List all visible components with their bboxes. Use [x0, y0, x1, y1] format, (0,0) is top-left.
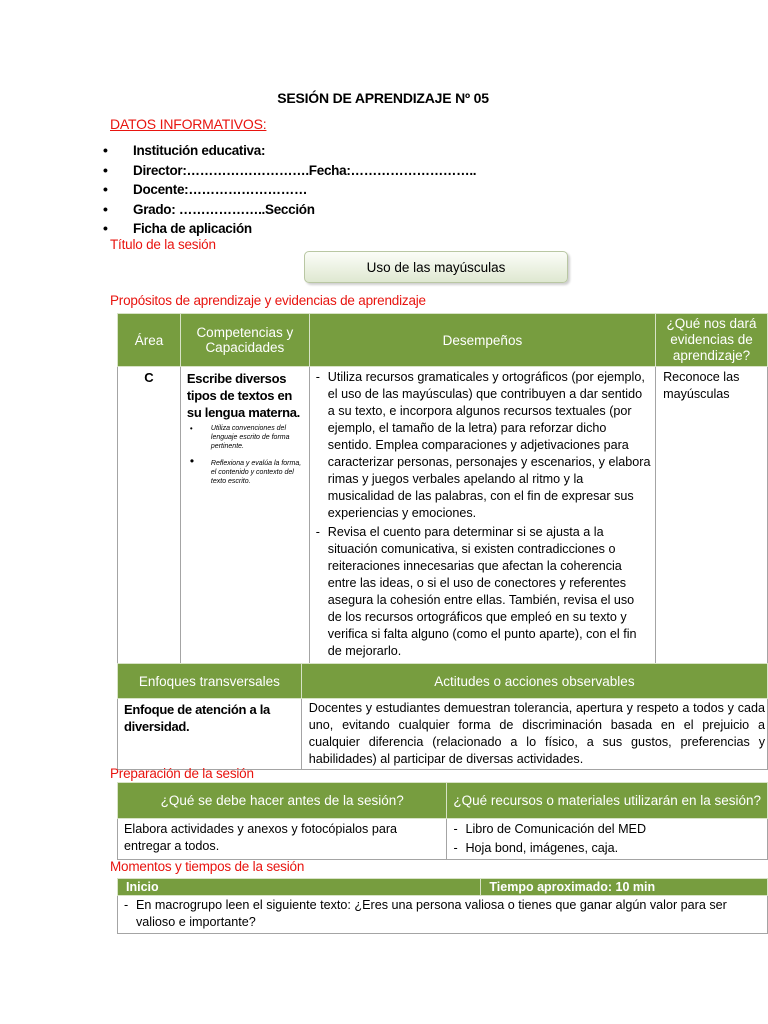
capacity-item: • Reflexiona y evalúa la forma, el contenido y contexto del texto escrito.	[187, 459, 305, 486]
moment-item: - En macrogrupo leen el siguiente texto: ¿Eres una persona valiosa o tienes que ganar algún valor para ser valioso e importante?	[120, 897, 727, 931]
before-value: Elabora actividades y anexos y fotocópialos para entregar a todos.	[124, 822, 398, 853]
capacity-item: • Utiliza convenciones del lenguaje escrito de forma pertinente.	[187, 424, 305, 451]
header-before: ¿Qué se debe hacer antes de la sesión?	[118, 783, 447, 819]
moments-table	[117, 878, 768, 934]
resource-item: - Libro de Comunicación del MED	[449, 821, 763, 838]
approach-cell	[118, 699, 302, 770]
approaches-table	[117, 663, 768, 770]
table-header-row	[118, 879, 768, 896]
info-list	[103, 143, 476, 241]
actions-value: Docentes y estudiantes demuestran tolerancia, apertura y respeto a todos y cada uno, evitando cualquier forma de discriminación basada en el prejuicio a cualquier diferencia (relacionado a lo físico, a sus gustos, preferencias y habilidades) al participar de diversas actividades.	[308, 701, 765, 766]
header-competences: Competencias y Capacidades	[180, 314, 309, 367]
area-cell	[118, 367, 181, 664]
session-title-box	[304, 251, 568, 283]
session-title-text: Uso de las mayúsculas	[366, 259, 506, 275]
moments-heading: Momentos y tiempos de la sesión	[110, 859, 305, 874]
header-evidence: ¿Qué nos dará evidencias de aprendizaje?	[656, 314, 768, 367]
table-row	[118, 367, 768, 664]
table-row	[118, 819, 768, 860]
info-item-teacher: • Docente:………………………	[103, 182, 476, 202]
header-resources: ¿Qué recursos o materiales utilizarán en la sesión?	[447, 783, 768, 819]
competence-title: Escribe diversos tipos de textos en su lengua materna.	[186, 371, 300, 420]
performances-list	[312, 369, 651, 660]
performances-cell	[309, 367, 655, 664]
table-header-row	[118, 783, 768, 819]
info-item-grade-section: • Grado: ………………..Sección	[103, 202, 476, 222]
area-value: C	[144, 370, 154, 385]
resources-list	[449, 821, 763, 857]
performance-item: - Utiliza recursos gramaticales y ortográficos (por ejemplo, el uso de las mayúsculas) que contribuyen a dar sentido a su texto, e incorpora algunos recursos textuales (por ejemplo, el tamaño de la letra) para reforzar dicho sentido. Emplea comparaciones y adjetivaciones para caracterizar personas, personajes y escenarios, y elabora rimas y juegos verbales apelando al ritmo y la musicalidad de las palabras, con el fin de expresar sus experiencias y emociones.	[312, 369, 651, 522]
table-row	[118, 699, 768, 770]
evidence-cell	[656, 367, 768, 664]
actions-cell	[301, 699, 767, 770]
header-actions: Actitudes o acciones observables	[301, 664, 767, 699]
info-item-director-date: • Director:……………………….Fecha:………………………..	[103, 163, 476, 183]
table-header-row	[118, 314, 768, 367]
resources-cell	[447, 819, 768, 860]
moments-cell	[118, 896, 768, 934]
header-area: Área	[118, 314, 181, 367]
header-approaches: Enfoques transversales	[118, 664, 302, 699]
evidence-value: Reconoce las mayúsculas	[663, 370, 740, 401]
table-row	[118, 896, 768, 934]
document-title: SESIÓN DE APRENDIZAJE Nº 05	[277, 90, 489, 106]
moments-list	[120, 897, 727, 931]
table-header-row	[118, 664, 768, 699]
datos-informativos-heading: DATOS INFORMATIVOS:	[110, 116, 267, 132]
preparation-heading: Preparación de la sesión	[110, 766, 254, 781]
resource-item: - Hoja bond, imágenes, caja.	[449, 840, 763, 857]
purposes-table	[117, 313, 768, 664]
header-performances: Desempeños	[309, 314, 655, 367]
performance-item: - Revisa el cuento para determinar si se ajusta a la situación comunicativa, si existen contradicciones o reiteraciones innecesarias que afectan la coherencia entre las ideas, o si el uso de conectores y referentes asegura la cohesión entre ellas. También, revisa el uso de los recursos ortográficos que empleó en su texto y verifica si falta alguno (como el punto aparte), con el fin de mejorarlo.	[312, 524, 651, 660]
competence-cell	[180, 367, 309, 664]
header-time: Tiempo aproximado: 10 min	[481, 879, 768, 896]
session-title-label: Título de la sesión	[110, 237, 216, 252]
purposes-heading: Propósitos de aprendizaje y evidencias de aprendizaje	[110, 293, 426, 308]
preparation-table	[117, 782, 768, 860]
header-phase: Inicio	[118, 879, 481, 896]
info-item-application-sheet: • Ficha de aplicación	[103, 221, 476, 241]
capacities-list	[187, 424, 305, 486]
approach-value: Enfoque de atención a la diversidad.	[124, 702, 270, 734]
info-item-institution: • Institución educativa:	[103, 143, 476, 163]
before-cell	[118, 819, 447, 860]
